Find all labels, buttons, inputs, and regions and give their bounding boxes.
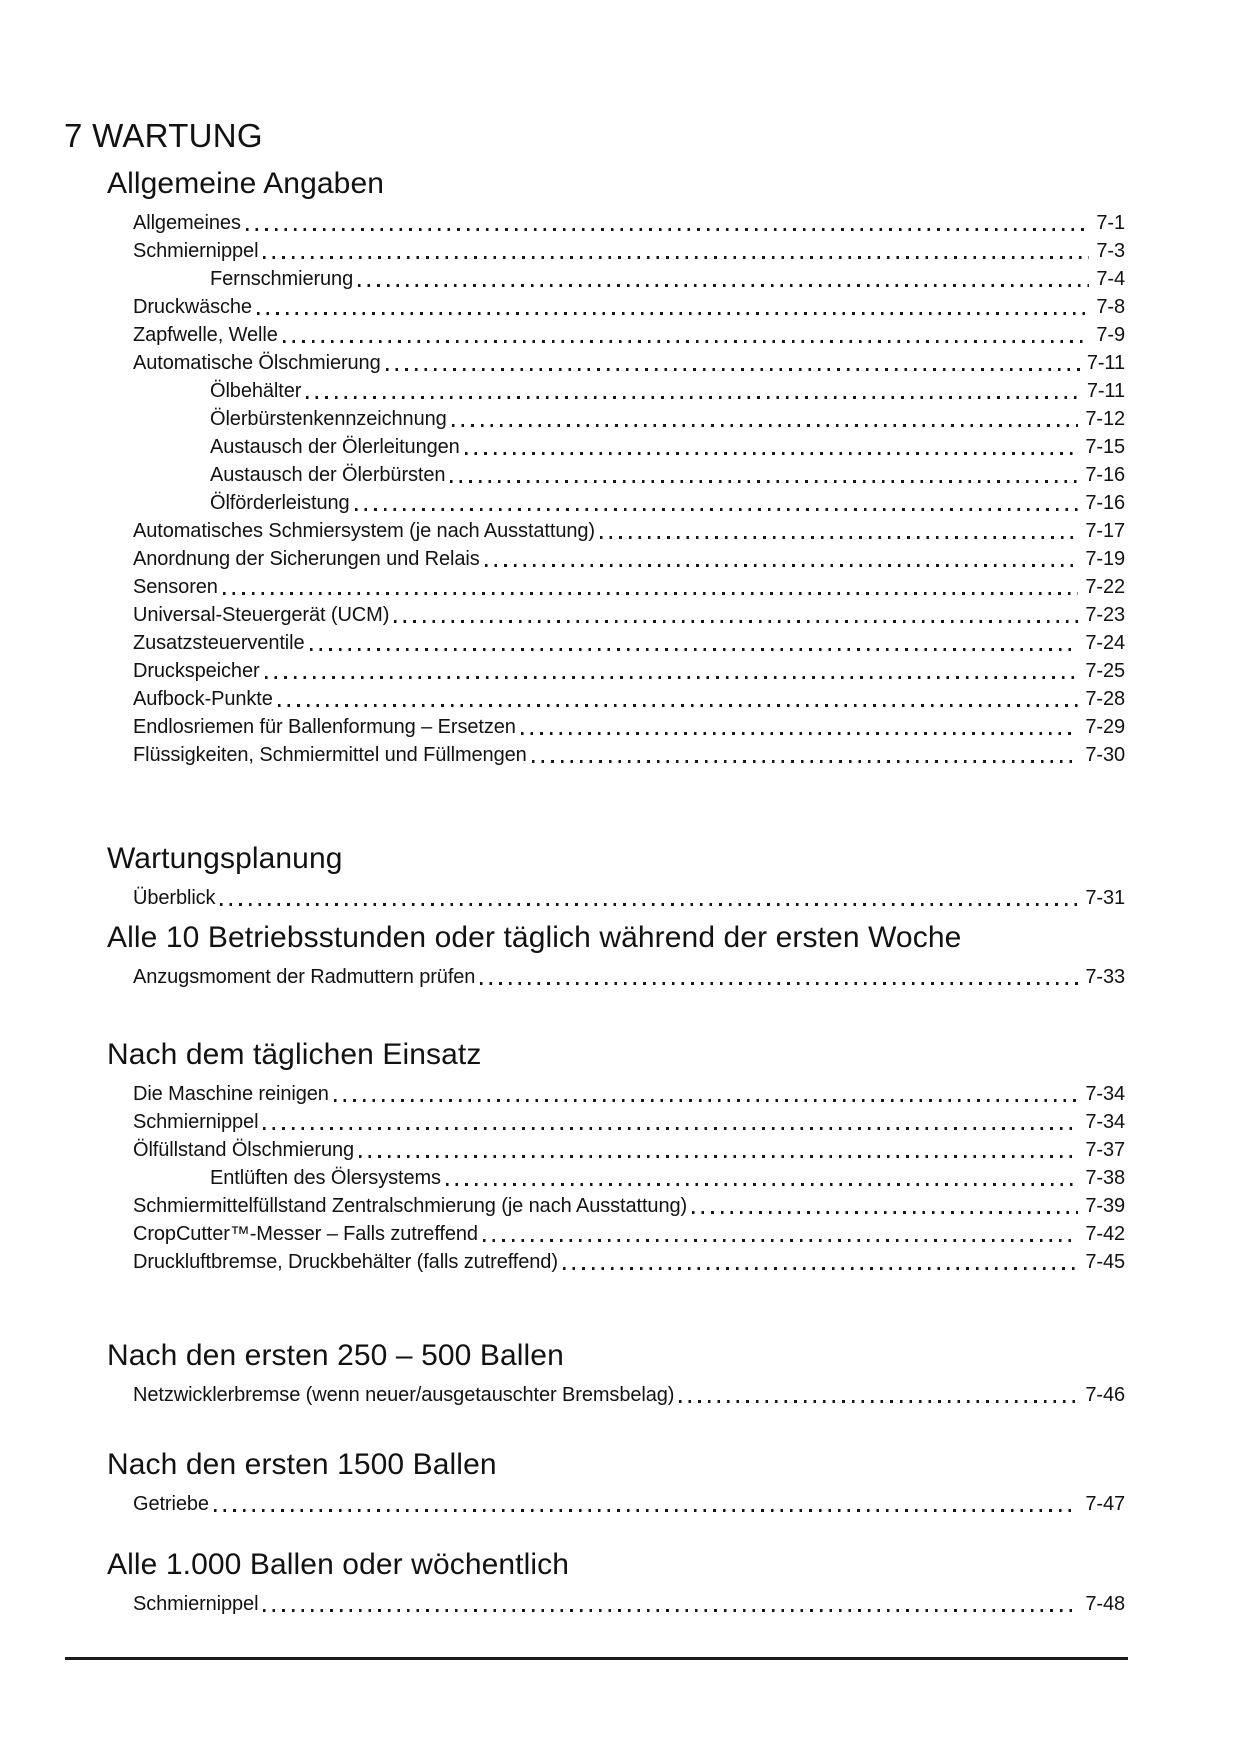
entry-page-number: 7-16 [1085,492,1125,514]
entry-page-number: 7-29 [1085,716,1125,738]
toc-entry [133,321,1125,349]
entry-label: Schmiermittelfüllstand Zentralschmierung (je nach Ausstattung) [133,1195,688,1217]
entry-label: Überblick [133,887,216,909]
entry-page-number: 7-11 [1086,380,1125,402]
entry-page-number: 7-3 [1096,240,1125,262]
dot-leader [310,648,1079,651]
entry-label: Zusatzsteuerventile [133,632,305,654]
entry-label: Schmiernippel [133,1111,259,1133]
entry-page-number: 7-37 [1085,1139,1125,1161]
entry-page-number: 7-16 [1085,464,1125,486]
entry-page-number: 7-33 [1085,966,1125,988]
section-entries [133,1590,1125,1618]
toc-entry [133,293,1125,321]
dot-leader [223,592,1079,595]
toc-section [0,919,1241,991]
toc-entry [133,713,1125,741]
entry-label: Ölfüllstand Ölschmierung [133,1139,355,1161]
toc-entry [133,1490,1125,1518]
toc-entry [133,741,1125,769]
entry-label: Endlosriemen für Ballenformung – Ersetzen [133,716,516,738]
section-entries [133,1381,1125,1409]
toc-section [0,1036,1241,1276]
toc-sections [0,165,1241,1618]
entry-label: Ölerbürstenkennzeichnung [210,408,447,430]
toc-entry [133,1192,1125,1220]
toc-entry [133,489,1125,517]
entry-page-number: 7-47 [1085,1493,1125,1515]
entry-page-number: 7-39 [1085,1195,1125,1217]
dot-leader [263,1127,1078,1130]
dot-leader [265,676,1079,679]
entry-label: Die Maschine reinigen [133,1083,329,1105]
dot-leader [355,508,1079,511]
entry-page-number: 7-17 [1085,520,1125,542]
entry-label: Getriebe [133,1493,209,1515]
entry-label: Netzwicklerbremse (wenn neuer/ausgetauschter Bremsbelag) [133,1384,675,1406]
dot-leader [283,340,1090,343]
toc-section [0,840,1241,912]
toc-entry [133,629,1125,657]
dot-leader [452,424,1079,427]
entry-page-number: 7-25 [1085,660,1125,682]
entry-label: Zapfwelle, Welle [133,324,278,346]
dot-leader [483,1239,1078,1242]
toc-entry [133,433,1125,461]
toc-section [0,1446,1241,1518]
section-heading: Nach dem täglichen Einsatz [107,1038,482,1071]
dot-leader [563,1267,1078,1270]
toc-entry [133,573,1125,601]
toc-entry [133,1590,1125,1618]
dot-leader [521,732,1079,735]
toc-section [0,165,1241,769]
toc-entry [133,377,1125,405]
toc-entry [133,1220,1125,1248]
section-heading: Alle 10 Betriebsstunden oder täglich während der ersten Woche [107,921,962,954]
section-heading: Allgemeine Angaben [107,167,385,200]
section-heading: Nach den ersten 250 – 500 Ballen [107,1339,564,1372]
toc-section [0,1337,1241,1409]
toc-entry [133,545,1125,573]
toc-entry [133,1108,1125,1136]
entry-label: Flüssigkeiten, Schmiermittel und Füllmengen [133,744,527,766]
entry-label: Druckspeicher [133,660,260,682]
entry-page-number: 7-45 [1085,1251,1125,1273]
dot-leader [692,1211,1078,1214]
section-heading: Alle 1.000 Ballen oder wöchentlich [107,1548,570,1581]
entry-label: Austausch der Ölerbürsten [210,464,446,486]
toc-entry [133,461,1125,489]
dot-leader [306,396,1080,399]
toc-entry [133,1136,1125,1164]
dot-leader [600,536,1078,539]
chapter-title: 7 WARTUNG [64,117,263,154]
section-heading: Nach den ersten 1500 Ballen [107,1448,497,1481]
entry-page-number: 7-4 [1096,268,1125,290]
entry-page-number: 7-34 [1085,1083,1125,1105]
entry-label: Aufbock-Punkte [133,688,273,710]
entry-label: Ölbehälter [210,380,302,402]
entry-label: CropCutter™-Messer – Falls zutreffend [133,1223,478,1245]
toc-entry [133,517,1125,545]
entry-label: Sensoren [133,576,218,598]
toc-section [0,1546,1241,1618]
section-entries [133,884,1125,912]
dot-leader [679,1400,1078,1403]
entry-page-number: 7-1 [1096,212,1125,234]
toc-entry [133,685,1125,713]
entry-page-number: 7-12 [1085,408,1125,430]
toc-entry [133,1164,1125,1192]
dot-leader [214,1509,1078,1512]
toc-entry [133,1080,1125,1108]
dot-leader [386,368,1080,371]
entry-label: Druckwäsche [133,296,252,318]
toc-entry [133,657,1125,685]
entry-page-number: 7-46 [1085,1384,1125,1406]
toc-entry [133,405,1125,433]
entry-label: Allgemeines [133,212,241,234]
entry-page-number: 7-23 [1085,604,1125,626]
entry-label: Automatische Ölschmierung [133,352,381,374]
toc-entry [133,209,1125,237]
toc-entry [133,265,1125,293]
dot-leader [257,312,1089,315]
entry-label: Fernschmierung [210,268,354,290]
entry-page-number: 7-11 [1086,352,1125,374]
entry-label: Druckluftbremse, Druckbehälter (falls zutreffend) [133,1251,558,1273]
dot-leader [465,452,1079,455]
entry-page-number: 7-38 [1085,1167,1125,1189]
entry-page-number: 7-19 [1085,548,1125,570]
dot-leader [263,256,1089,259]
section-entries [133,963,1125,991]
section-heading: Wartungsplanung [107,842,343,875]
toc-entry [133,963,1125,991]
entry-page-number: 7-42 [1085,1223,1125,1245]
entry-label: Schmiernippel [133,1593,259,1615]
entry-label: Austausch der Ölerleitungen [210,436,460,458]
entry-page-number: 7-8 [1096,296,1125,318]
entry-label: Automatisches Schmiersystem (je nach Ausstattung) [133,520,595,542]
entry-page-number: 7-24 [1085,632,1125,654]
section-entries [133,1490,1125,1518]
entry-page-number: 7-9 [1096,324,1125,346]
dot-leader [446,1183,1078,1186]
entry-page-number: 7-48 [1085,1593,1125,1615]
toc-entry [133,1248,1125,1276]
toc-entry [133,1381,1125,1409]
entry-page-number: 7-34 [1085,1111,1125,1133]
dot-leader [532,760,1079,763]
entry-label: Ölförderleistung [210,492,350,514]
entry-page-number: 7-22 [1085,576,1125,598]
dot-leader [278,704,1079,707]
entry-label: Anordnung der Sicherungen und Relais [133,548,480,570]
dot-leader [485,564,1079,567]
entry-page-number: 7-15 [1085,436,1125,458]
section-entries [133,209,1125,769]
entry-page-number: 7-30 [1085,744,1125,766]
toc-entry [133,884,1125,912]
entry-page-number: 7-28 [1085,688,1125,710]
dot-leader [220,903,1078,906]
entry-label: Anzugsmoment der Radmuttern prüfen [133,966,476,988]
dot-leader [480,982,1078,985]
dot-leader [334,1099,1079,1102]
toc-entry [133,237,1125,265]
toc-entry [133,601,1125,629]
dot-leader [450,480,1078,483]
entry-label: Universal-Steuergerät (UCM) [133,604,390,626]
dot-leader [394,620,1078,623]
toc-entry [133,349,1125,377]
entry-page-number: 7-31 [1085,887,1125,909]
entry-label: Schmiernippel [133,240,259,262]
entry-label: Entlüften des Ölersystems [210,1167,441,1189]
dot-leader [246,228,1090,231]
footer-rule [65,1657,1128,1660]
dot-leader [358,284,1089,287]
dot-leader [359,1155,1078,1158]
dot-leader [263,1609,1078,1612]
section-entries [133,1080,1125,1276]
